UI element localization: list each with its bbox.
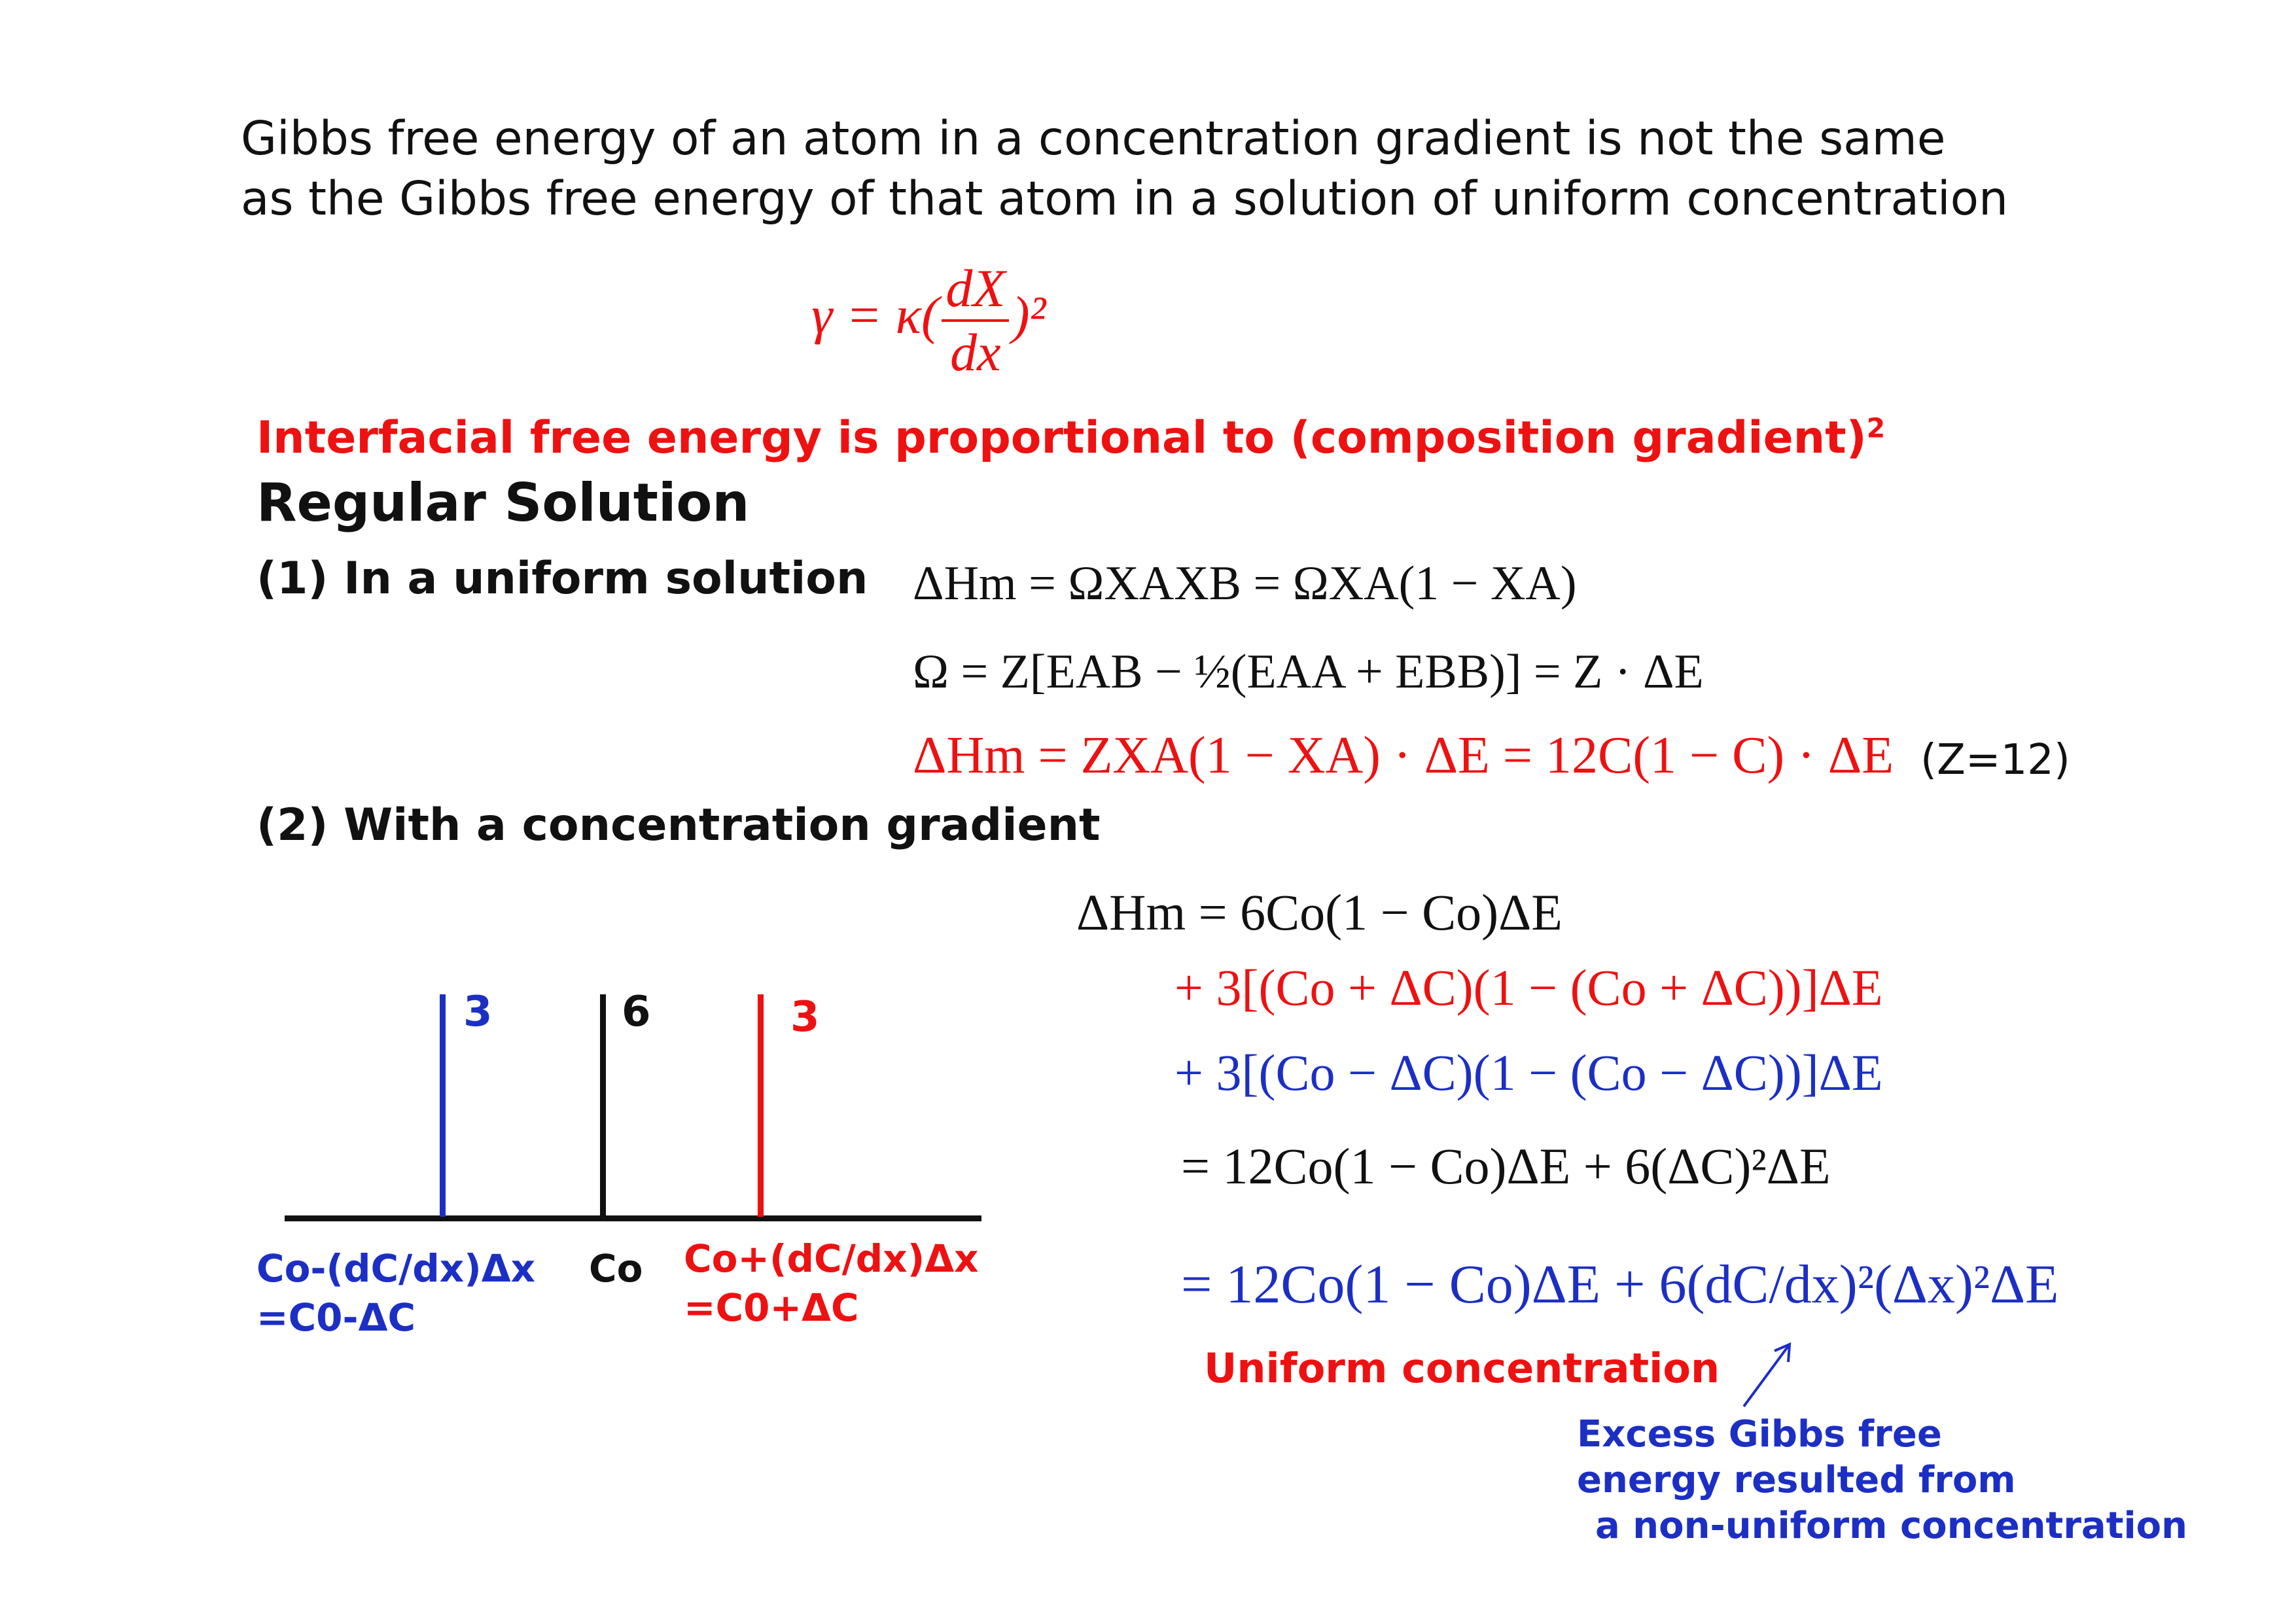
equation-8: = 12Co(1 − Co)ΔE + 6(dC/dx)²(Δx)²ΔE bbox=[1181, 1254, 2059, 1315]
bar-blue bbox=[440, 994, 446, 1217]
interfacial-statement bbox=[256, 412, 1885, 464]
equation-6: + 3[(Co − ΔC)(1 − (Co − ΔC))]ΔE bbox=[1174, 1044, 1883, 1101]
regular-solution-heading: Regular Solution bbox=[256, 472, 750, 533]
intro-line-1: Gibbs free energy of an atom in a concentration gradient is not the same bbox=[241, 111, 1946, 166]
gamma-equation-rhs: )² bbox=[1012, 285, 1046, 345]
equation-4: ΔHm = 6Co(1 − Co)ΔE bbox=[1076, 884, 1563, 941]
bar-blue-label-1: Co-(dC/dx)Δx bbox=[256, 1246, 535, 1291]
bar-black bbox=[600, 994, 606, 1217]
equation-5: + 3[(Co + ΔC)(1 − (Co + ΔC))]ΔE bbox=[1174, 959, 1883, 1016]
equation-7: = 12Co(1 − Co)ΔE + 6(ΔC)²ΔE bbox=[1181, 1138, 1831, 1195]
bar-red bbox=[758, 994, 764, 1217]
case1-label: (1) In a uniform solution bbox=[256, 553, 868, 604]
gamma-equation bbox=[811, 258, 1046, 382]
intro-line-2: as the Gibbs free energy of that atom in a solution of uniform concentration bbox=[241, 171, 2009, 226]
bar-black-label-1: Co bbox=[589, 1246, 643, 1291]
excess-line-3: a non-uniform concentration bbox=[1595, 1505, 2188, 1547]
bar-red-label-1: Co+(dC/dx)Δx bbox=[684, 1236, 979, 1281]
equation-1: ΔHm = ΩXAXB = ΩXA(1 − XA) bbox=[913, 557, 1577, 610]
gamma-equation-lhs: γ = κ( bbox=[811, 285, 940, 345]
bar-red-label-2: =C0+ΔC bbox=[684, 1285, 859, 1330]
uniform-concentration-label: Uniform concentration bbox=[1204, 1344, 1720, 1392]
interfacial-statement-sup: 2 bbox=[1866, 412, 1886, 444]
interfacial-statement-text: Interfacial free energy is proportional to (composition gradient) bbox=[256, 412, 1867, 464]
diagram-baseline bbox=[285, 1215, 981, 1221]
equation-2: Ω = Z[EAB − ½(EAA + EBB)] = Z · ΔE bbox=[913, 645, 1704, 699]
gamma-fraction-numerator: dX bbox=[942, 262, 1009, 322]
z-note: (Z=12) bbox=[1920, 736, 2070, 784]
excess-line-1: Excess Gibbs free bbox=[1577, 1413, 1942, 1456]
gamma-fraction-denominator: dx bbox=[950, 323, 1001, 382]
bar-blue-count: 3 bbox=[463, 988, 493, 1036]
case2-label: (2) With a concentration gradient bbox=[256, 799, 1101, 851]
equation-3: ΔHm = ZXA(1 − XA) · ΔE = 12C(1 − C) · ΔE bbox=[913, 727, 1894, 784]
excess-line-2: energy resulted from bbox=[1577, 1459, 2016, 1501]
bar-black-count: 6 bbox=[622, 988, 651, 1036]
bar-blue-label-2: =C0-ΔC bbox=[256, 1295, 416, 1340]
bar-red-count: 3 bbox=[790, 993, 820, 1041]
